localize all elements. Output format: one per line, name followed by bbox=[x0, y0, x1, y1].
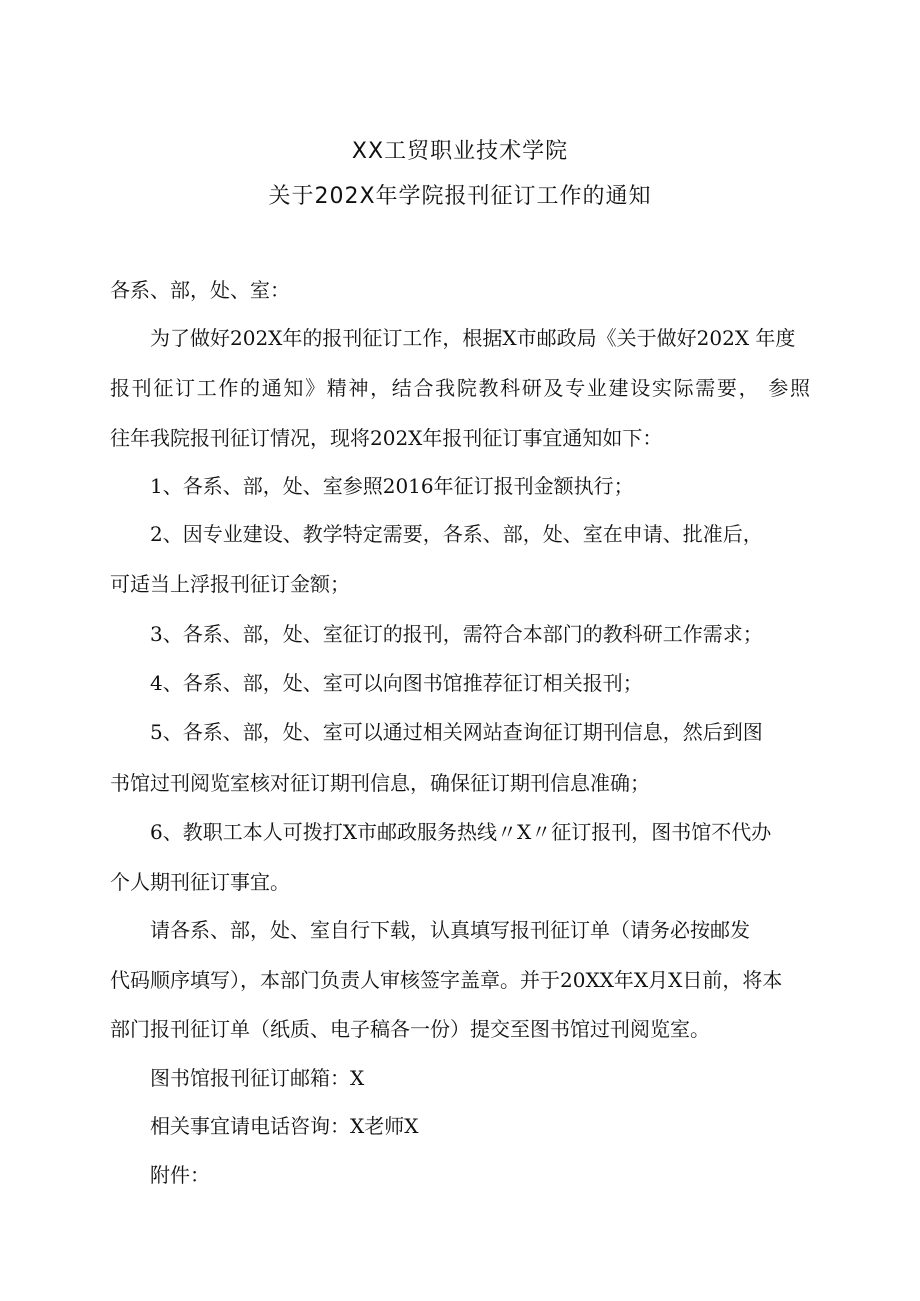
paragraph-line: 请各系、部，处、室自行下载，认真填写报刊征订单（请务必按邮发 bbox=[150, 918, 750, 942]
attachment-line: 附件： bbox=[150, 1163, 210, 1187]
salutation: 各系、部，处、室： bbox=[110, 278, 290, 302]
list-item: 5、各系、部，处、室可以通过相关网站查询征订期刊信息，然后到图 bbox=[150, 720, 763, 744]
list-item: 1、各系、部，处、室参照2016年征订报刊金额执行； bbox=[150, 474, 634, 498]
paragraph-line: 部门报刊征订单（纸质、电子稿各一份）提交至图书馆过刊阅览室。 bbox=[110, 1017, 710, 1041]
paragraph-line: 为了做好202X年的报刊征订工作，根据X市邮政局《关于做好202X 年度 bbox=[150, 326, 796, 350]
notice-title: 关于202X年学院报刊征订工作的通知 bbox=[268, 184, 652, 209]
list-item: 6、教职工本人可拨打X市邮政服务热线〃X〃征订报刊，图书馆不代办 bbox=[150, 820, 772, 844]
list-item: 个人期刊征订事宜。 bbox=[110, 870, 290, 894]
paragraph-line: 往年我院报刊征订情况，现将202X年报刊征订事宜通知如下： bbox=[110, 426, 663, 450]
list-item: 4、各系、部，处、室可以向图书馆推荐征订相关报刊； bbox=[150, 671, 643, 695]
list-item: 书馆过刊阅览室核对征订期刊信息，确保征订期刊信息准确； bbox=[110, 771, 650, 795]
list-item: 可适当上浮报刊征订金额； bbox=[110, 572, 350, 596]
org-title: XX工贸职业技术学院 bbox=[351, 139, 569, 164]
list-item: 2、因专业建设、教学特定需要，各系、部，处、室在申请、批准后， bbox=[150, 522, 763, 546]
email-line: 图书馆报刊征订邮箱：X bbox=[150, 1066, 365, 1090]
phone-line: 相关事宜请电话咨询：X老师X bbox=[150, 1114, 419, 1138]
paragraph-line: 代码顺序填写），本部门负责人审核签字盖章。并于20XX年X月X日前，将本 bbox=[110, 968, 783, 992]
list-item: 3、各系、部，处、室征订的报刊，需符合本部门的教科研工作需求； bbox=[150, 622, 763, 646]
paragraph-line: 报刊征订工作的通知》精神，结合我院教科研及专业建设实际需要， 参照 bbox=[110, 376, 810, 400]
